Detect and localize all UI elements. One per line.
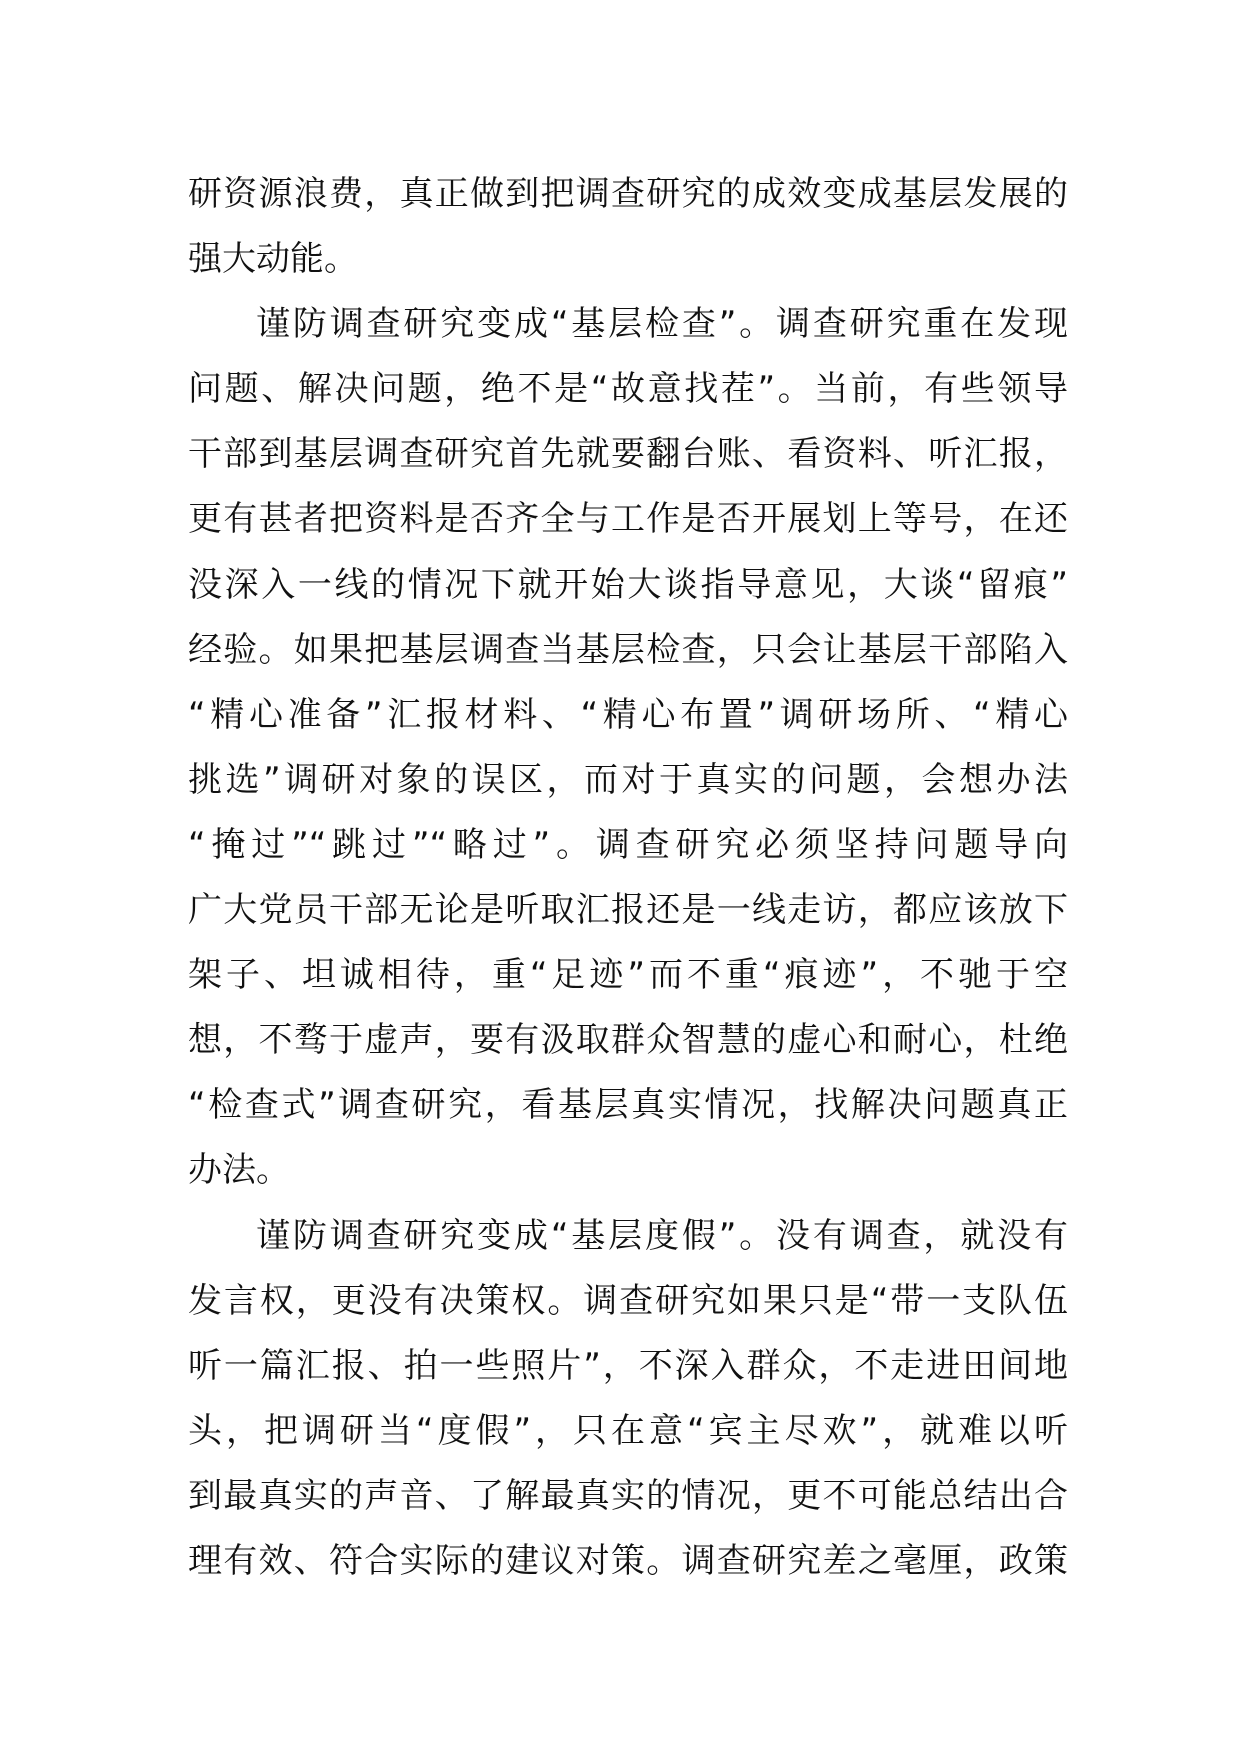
text-line: 强大动能。 xyxy=(188,239,358,280)
text-line: “掩过”“跳过”“略过”。调查研究必须坚持问题导向 xyxy=(188,824,1068,865)
text-line: 问题、解决问题，绝不是“故意找茬”。当前，有些领导 xyxy=(188,369,1068,410)
body-text xyxy=(188,162,1068,1594)
text-line: 想，不骛于虚声，要有汲取群众智慧的虚心和耐心，杜绝 xyxy=(188,1020,1068,1061)
text-line: 头，把调研当“度假”，只在意“宾主尽欢”，就难以听 xyxy=(188,1410,1068,1451)
text-line: 经验。如果把基层调查当基层检查，只会让基层干部陷入 xyxy=(188,629,1068,670)
text-line: 干部到基层调查研究首先就要翻台账、看资料、听汇报， xyxy=(188,434,1068,475)
text-line: 发言权，更没有决策权。调查研究如果只是“带一支队伍 xyxy=(188,1280,1068,1321)
text-line: 研资源浪费，真正做到把调查研究的成效变成基层发展的 xyxy=(188,174,1068,214)
text-line: 理有效、符合实际的建议对策。调查研究差之毫厘，政策 xyxy=(188,1540,1068,1581)
text-line: 听一篇汇报、拍一些照片”，不深入群众，不走进田间地 xyxy=(188,1345,1068,1386)
text-line: 挑选”调研对象的误区，而对于真实的问题，会想办法 xyxy=(188,759,1068,800)
text-line: “精心准备”汇报材料、“精心布置”调研场所、“精心 xyxy=(188,694,1068,735)
text-line: 架子、坦诚相待，重“足迹”而不重“痕迹”，不驰于空 xyxy=(188,955,1068,996)
text-line: 没深入一线的情况下就开始大谈指导意见，大谈“留痕” xyxy=(188,564,1068,605)
text-line: 更有甚者把资料是否齐全与工作是否开展划上等号，在还 xyxy=(188,499,1068,540)
paragraph-first-line: 谨防调查研究变成“基层度假”。没有调查，就没有 xyxy=(256,1215,1068,1256)
text-line: “检查式”调查研究，看基层真实情况，找解决问题真正 xyxy=(188,1085,1068,1126)
text-line: 广大党员干部无论是听取汇报还是一线走访，都应该放下 xyxy=(188,890,1068,931)
text-line: 到最真实的声音、了解最真实的情况，更不可能总结出合 xyxy=(188,1475,1068,1516)
paragraph-first-line: 谨防调查研究变成“基层检查”。调查研究重在发现 xyxy=(256,304,1068,345)
text-line: 办法。 xyxy=(188,1150,290,1191)
